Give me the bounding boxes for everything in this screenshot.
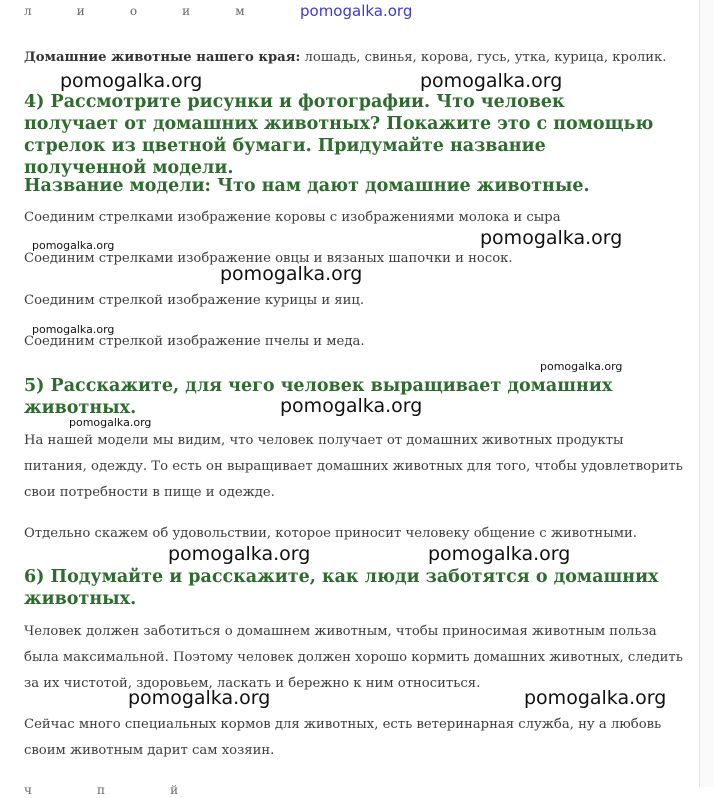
intro-label: Домашние животные нашего края: [24,50,301,65]
fragment: л [24,4,32,18]
section5-paragraph-2: Отдельно скажем об удовольствии, которое приносит человеку общение с животными. [24,526,637,541]
intro-text: лошадь, свинья, корова, гусь, утка, курица, кролик. [300,50,667,65]
watermark: pomogalka.org [220,263,363,285]
cropped-next-line [24,779,674,797]
intro-paragraph [24,45,684,71]
section4-line-2: Соединим стрелками изображение овцы и вязаных шапочки и носок. [24,251,513,266]
section5-heading: 5) Расскажите, для чего человек выращивает домашних животных. [24,376,613,418]
section6-paragraph-1: Человек должен заботиться о домашнем животным, чтобы приносимая животным польза была максимальной. Поэтому человек должен хорошо кормить домашних животных, следить за их чистотой, здоровьем, ласкать и бережно к ним относиться. [24,624,683,691]
fragment: ч [24,783,32,797]
watermark: pomogalka.org [32,239,115,252]
section4-line-1: Соединим стрелками изображение коровы с изображениями молока и сыра [24,210,561,225]
watermark: pomogalka.org [32,323,115,336]
fragment: м [235,4,245,18]
watermark: pomogalka.org [480,227,623,249]
section4-line-4: Соединим стрелкой изображение пчелы и меда. [24,334,365,349]
watermark: pomogalka.org [540,360,623,373]
section6-paragraph-2: Сейчас много специальных кормов для животных, есть ветеринарная служба, ну а любовь своим животным дарит сам хозяин. [24,717,662,758]
fragment: и [76,4,85,18]
section4-heading: 4) Рассмотрите рисунки и фотографии. Что человек получает от домашних животных? Покажите это с помощью стрелок из цветной бумаги. Придумайте название полученной модели. [24,92,654,178]
watermark: pomogalka.org [69,416,152,429]
watermark: pomogalka.org [420,70,563,92]
section4-line-3: Соединим стрелкой изображение курицы и яиц. [24,293,365,308]
watermark: pomogalka.org [168,543,311,565]
section6-heading: 6) Подумайте и расскажите, как люди заботятся о домашних животных. [24,567,659,609]
fragment: п [97,783,106,797]
watermark: pomogalka.org [280,395,423,417]
watermark-top: pomogalka.org [300,2,413,20]
model-title: Название модели: Что нам дают домашние животные. [24,176,590,196]
watermark: pomogalka.org [428,543,571,565]
watermark: pomogalka.org [524,687,667,709]
fragment: и [182,4,191,18]
section5-paragraph-1: На нашей модели мы видим, что человек получает от домашних животных продукты питания, одежду. То есть он выращивает домашних животных для того, чтобы удовлетворить свои потребности в пище и одежде. [24,433,683,500]
page-edge [699,0,714,787]
watermark: pomogalka.org [128,687,271,709]
watermark: pomogalka.org [60,70,203,92]
fragment: й [170,783,179,797]
fragment: о [129,4,138,18]
